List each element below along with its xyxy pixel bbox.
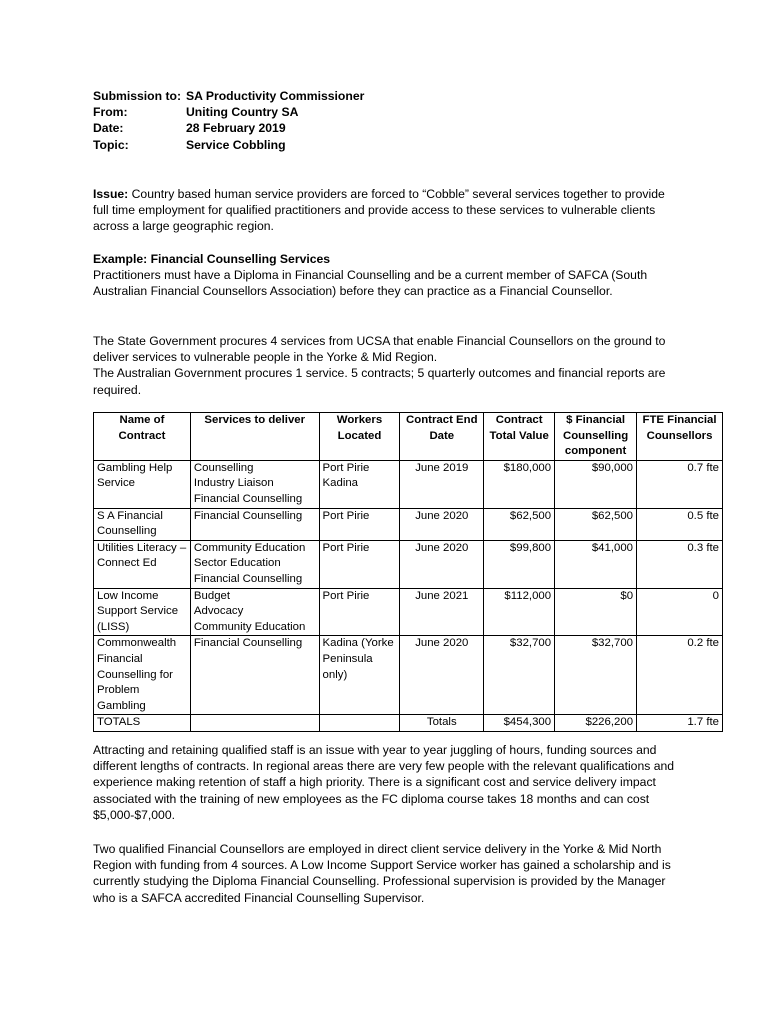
- contract-name: S A Financial Counselling: [94, 508, 191, 540]
- total-value: $99,800: [484, 540, 555, 588]
- total-value: $180,000: [484, 460, 555, 508]
- fc-component: $62,500: [555, 508, 637, 540]
- service-item: Industry Liaison: [193, 477, 274, 490]
- procurement-state: The State Government procures 4 services from UCSA that enable Financial Counsellors on the ground to deliver services to vulnerable people in the Yorke & Mid Region.: [93, 334, 666, 365]
- table-row: [94, 636, 723, 715]
- service-item: Community Education: [193, 620, 306, 633]
- table-row: [94, 460, 723, 508]
- counsellors-paragraph: [93, 841, 678, 906]
- table-row: [94, 588, 723, 636]
- procurement-australian: The Australian Government procures 1 service. 5 contracts; 5 quarterly outcomes and financial reports are required.: [93, 366, 666, 397]
- contract-name: Gambling Help Service: [94, 460, 191, 508]
- workers-located: Port Pirie: [319, 540, 400, 588]
- totals-fte: 1.7 fte: [637, 715, 723, 732]
- table-header-row: [94, 413, 723, 461]
- contract-name: Low Income Support Service (LISS): [94, 588, 191, 636]
- fte-value: 0.2 fte: [637, 636, 723, 715]
- column-header: Workers Located: [319, 413, 400, 461]
- fte-value: 0.5 fte: [637, 508, 723, 540]
- services-cell: [190, 508, 319, 540]
- workers-located: Port Pirie: [319, 508, 400, 540]
- totals-label: Totals: [400, 715, 484, 732]
- header-label: From:: [93, 105, 128, 120]
- total-value: $62,500: [484, 508, 555, 540]
- service-item: Counselling: [193, 461, 254, 474]
- totals-value: $454,300: [484, 715, 555, 732]
- fc-component: $90,000: [555, 460, 637, 508]
- contracts-table: [93, 412, 723, 732]
- service-item: Advocacy: [193, 605, 244, 618]
- service-item: Financial Counselling: [193, 637, 303, 650]
- counsellors-text: Two qualified Financial Counsellors are employed in direct client service delivery in the Yorke & Mid North Region with funding from 4 sources. A Low Income Support Service worker has gained a scholarship and is currently studying the Diploma Financial Counselling. Professional supervision is provided by the Manager who is a SAFCA accredited Financial Counselling Supervisor.: [93, 842, 671, 905]
- services-cell: [190, 588, 319, 636]
- table-row: [94, 508, 723, 540]
- column-header: Contract Total Value: [484, 413, 555, 461]
- fc-component: $0: [555, 588, 637, 636]
- fc-component: $41,000: [555, 540, 637, 588]
- header-label: Topic:: [93, 137, 129, 152]
- header-row-date: [93, 120, 364, 136]
- services-cell: [190, 460, 319, 508]
- table-row: [94, 540, 723, 588]
- totals-fc: $226,200: [555, 715, 637, 732]
- column-header: $ Financial Counselling component: [555, 413, 637, 461]
- service-item: Financial Counselling: [193, 572, 303, 585]
- totals-name: TOTALS: [94, 715, 191, 732]
- end-date: June 2020: [400, 508, 484, 540]
- header-row-topic: [93, 137, 364, 153]
- example-heading: Example: Financial Counselling Services: [93, 252, 331, 266]
- column-header: Name of Contract: [94, 413, 191, 461]
- service-item: Financial Counselling: [193, 509, 303, 522]
- submission-header: [93, 88, 364, 153]
- service-item: Budget: [193, 589, 231, 602]
- header-row-from: [93, 104, 364, 120]
- issue-text: Country based human service providers are forced to “Cobble” several services together to provide full time employment for qualified practitioners and provide access to these services to vulnerable clients across a large geographic region.: [93, 187, 665, 234]
- empty-cell: [190, 715, 319, 732]
- empty-cell: [319, 715, 400, 732]
- example-section: [93, 251, 678, 300]
- staff-text: Attracting and retaining qualified staff is an issue with year to year juggling of hours, funding sources and different lengths of contracts. In regional areas there are very few people with the relevant qualifications and experience making retention of staff a high priority. There is a significant cost and service delivery impact associated with the training of new employees as the FC diploma course takes 18 months and can cost $5,000-$7,000.: [93, 743, 675, 822]
- column-header: Services to deliver: [190, 413, 319, 461]
- fte-value: 0.7 fte: [637, 460, 723, 508]
- header-row-submission: [93, 88, 364, 104]
- procurement-section: [93, 333, 678, 398]
- example-paragraph-1: Practitioners must have a Diploma in Financial Counselling and be a current member of SAFCA (South Australian Financial Counsellors Association) before they can practice as a Financial Counsellor.: [93, 268, 648, 299]
- contract-name: Utilities Literacy – Connect Ed: [94, 540, 191, 588]
- service-item: Sector Education: [193, 557, 281, 570]
- header-value: Service Cobbling: [186, 137, 286, 152]
- end-date: June 2020: [400, 636, 484, 715]
- services-cell: [190, 540, 319, 588]
- service-item: Financial Counselling: [193, 492, 303, 505]
- fte-value: 0.3 fte: [637, 540, 723, 588]
- fc-component: $32,700: [555, 636, 637, 715]
- header-label: Submission to:: [93, 89, 182, 103]
- end-date: June 2020: [400, 540, 484, 588]
- workers-located: Port Pirie Kadina: [319, 460, 400, 508]
- table-totals-row: [94, 715, 723, 732]
- total-value: $112,000: [484, 588, 555, 636]
- services-cell: [190, 636, 319, 715]
- workers-located: Kadina (Yorke Peninsula only): [319, 636, 400, 715]
- header-value: SA Productivity Commissioner: [186, 89, 365, 103]
- issue-paragraph: [93, 186, 678, 235]
- header-value: Uniting Country SA: [186, 105, 299, 120]
- total-value: $32,700: [484, 636, 555, 715]
- header-label: Date:: [93, 121, 124, 136]
- end-date: June 2021: [400, 588, 484, 636]
- workers-located: Port Pirie: [319, 588, 400, 636]
- end-date: June 2019: [400, 460, 484, 508]
- column-header: FTE Financial Counsellors: [637, 413, 723, 461]
- header-value: 28 February 2019: [186, 121, 286, 136]
- contract-name: Commonwealth Financial Counselling for Problem Gambling: [94, 636, 191, 715]
- issue-label: Issue:: [93, 187, 129, 201]
- fte-value: 0: [637, 588, 723, 636]
- service-item: Community Education: [193, 541, 306, 554]
- column-header: Contract End Date: [400, 413, 484, 461]
- staff-paragraph: [93, 742, 678, 823]
